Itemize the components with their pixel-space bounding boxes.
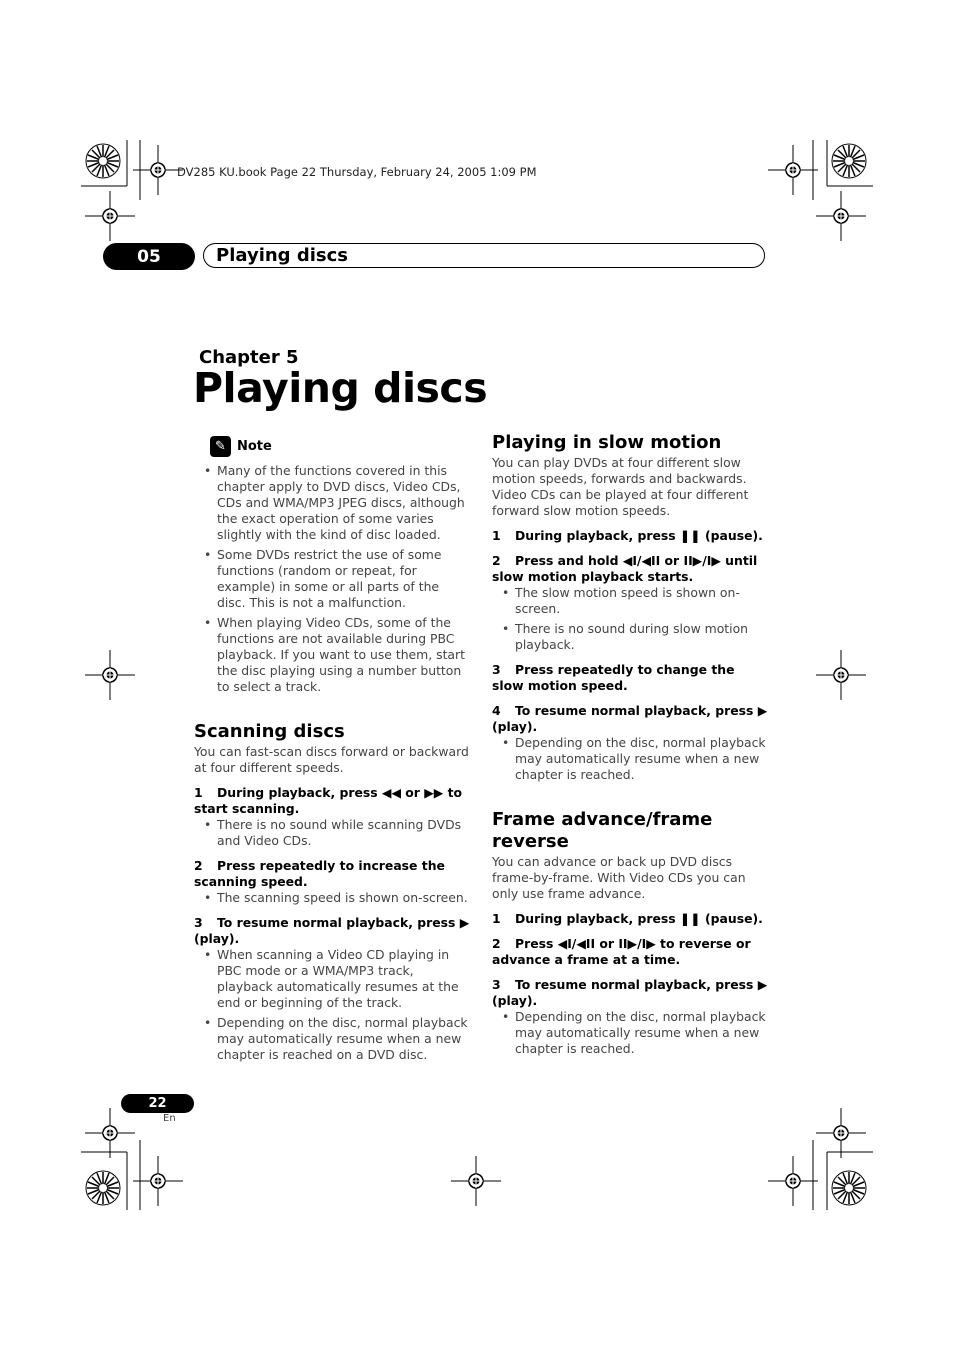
frame-step-1 xyxy=(492,911,768,927)
note-header xyxy=(210,436,470,457)
step-number: 3 xyxy=(492,977,501,992)
step-text: Press ◀I/◀II or II▶/I▶ to reverse or advance a frame at a time. xyxy=(492,936,751,967)
bullet-item: • Depending on the disc, normal playback may automatically resume when a new chapter is reached on a DVD disc. xyxy=(194,1015,470,1063)
step-text: During playback, press ◀◀ or ▶▶ to start scanning. xyxy=(194,785,463,816)
page-number-badge xyxy=(121,1094,194,1113)
note-label: Note xyxy=(237,438,272,454)
step-text: Press repeatedly to change the slow motion speed. xyxy=(492,662,735,693)
slow-step-2-bullets xyxy=(492,585,768,653)
slow-step-4-bullets xyxy=(492,735,768,783)
chapter-label: Chapter 5 xyxy=(199,347,299,368)
page-language: En xyxy=(163,1113,176,1124)
slow-step-1 xyxy=(492,528,768,544)
page-number: 22 xyxy=(148,1096,167,1111)
scanning-step-1-bullets xyxy=(194,817,470,849)
slow-step-2 xyxy=(492,553,768,585)
slow-motion-heading: Playing in slow motion xyxy=(492,432,722,453)
pencil-icon: ✎ xyxy=(210,436,231,457)
slow-step-3 xyxy=(492,662,768,694)
step-number: 1 xyxy=(492,528,501,543)
chapter-number: 05 xyxy=(137,246,161,267)
bullet-item: • Depending on the disc, normal playback may automatically resume when a new chapter is reached. xyxy=(492,735,768,783)
scanning-step-2-bullets xyxy=(194,890,470,906)
slow-step-4 xyxy=(492,703,768,735)
note-item: • Many of the functions covered in this chapter apply to DVD discs, Video CDs, CDs and WMA/MP3 JPEG discs, although the exact operation of some varies slightly with the kind of disc loaded. xyxy=(194,463,470,543)
step-text: To resume normal playback, press ▶ (play). xyxy=(194,915,470,946)
step-text: Press and hold ◀I/◀II or II▶/I▶ until slow motion playback starts. xyxy=(492,553,758,584)
step-text: To resume normal playback, press ▶ (play). xyxy=(492,977,768,1008)
scanning-section xyxy=(194,721,470,1063)
bullet-item: • The scanning speed is shown on-screen. xyxy=(194,890,470,906)
step-number: 1 xyxy=(194,785,203,800)
right-column xyxy=(492,432,768,1061)
step-number: 3 xyxy=(194,915,203,930)
frame-section xyxy=(492,809,768,1057)
step-number: 2 xyxy=(492,553,501,568)
chapter-title: Playing discs xyxy=(216,245,348,266)
scanning-intro: You can fast-scan discs forward or backward at four different speeds. xyxy=(194,744,469,775)
slow-motion-section xyxy=(492,432,768,783)
slow-motion-intro: You can play DVDs at four different slow motion speeds, forwards and backwards. Video CDs can be played at four different forward slow motion speeds. xyxy=(492,455,749,518)
note-item: • When playing Video CDs, some of the functions are not available during PBC playback. If you want to use them, start the disc playing using a number button to select a track. xyxy=(194,615,470,695)
frame-step-2 xyxy=(492,936,768,968)
scanning-heading: Scanning discs xyxy=(194,721,345,742)
chapter-number-badge xyxy=(103,243,195,270)
step-number: 4 xyxy=(492,703,501,718)
page-title: Playing discs xyxy=(193,364,488,412)
chapter-title-bar xyxy=(203,243,765,268)
scanning-step-2 xyxy=(194,858,470,890)
bullet-item: • There is no sound during slow motion playback. xyxy=(492,621,768,653)
step-text: During playback, press ❚❚ (pause). xyxy=(515,911,763,926)
scanning-step-3-bullets xyxy=(194,947,470,1063)
bullet-item: • There is no sound while scanning DVDs and Video CDs. xyxy=(194,817,470,849)
scanning-step-1 xyxy=(194,785,470,817)
step-number: 2 xyxy=(492,936,501,951)
frame-step-3 xyxy=(492,977,768,1009)
frame-intro: You can advance or back up DVD discs frame-by-frame. With Video CDs you can only use frame advance. xyxy=(492,854,746,901)
scanning-step-3 xyxy=(194,915,470,947)
step-text: During playback, press ❚❚ (pause). xyxy=(515,528,763,543)
left-column xyxy=(194,436,470,1067)
step-number: 2 xyxy=(194,858,203,873)
bullet-item: • Depending on the disc, normal playback may automatically resume when a new chapter is reached. xyxy=(492,1009,768,1057)
note-list xyxy=(194,463,470,695)
print-info: DV285 KU.book Page 22 Thursday, February 24, 2005 1:09 PM xyxy=(177,165,537,179)
step-number: 1 xyxy=(492,911,501,926)
frame-heading: Frame advance/frame reverse xyxy=(492,809,713,852)
frame-step-3-bullets xyxy=(492,1009,768,1057)
bullet-item: • The slow motion speed is shown on-screen. xyxy=(492,585,768,617)
step-number: 3 xyxy=(492,662,501,677)
step-text: Press repeatedly to increase the scanning speed. xyxy=(194,858,445,889)
step-text: To resume normal playback, press ▶ (play). xyxy=(492,703,768,734)
note-item: • Some DVDs restrict the use of some functions (random or repeat, for example) in some or all parts of the disc. This is not a malfunction. xyxy=(194,547,470,611)
bullet-item: • When scanning a Video CD playing in PBC mode or a WMA/MP3 track, playback automatically resumes at the end or beginning of the track. xyxy=(194,947,470,1011)
